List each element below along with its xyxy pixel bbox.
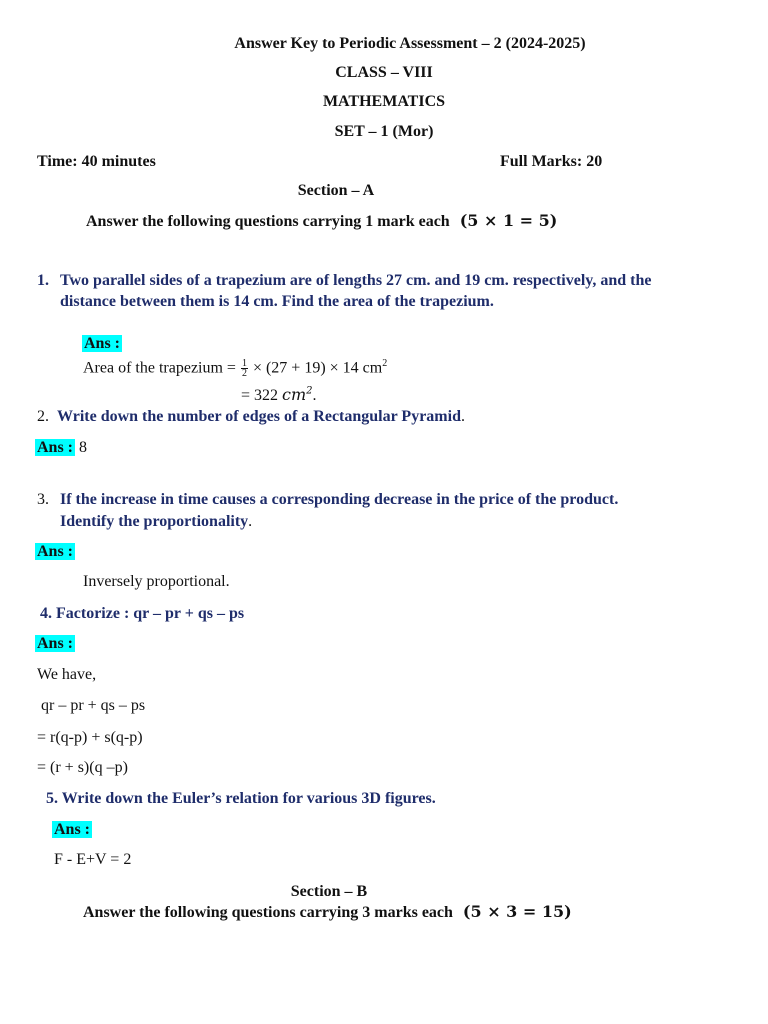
q4-ans-label: Ans : [37, 635, 74, 652]
q1-answer-line [83, 358, 387, 378]
q4-question: 4. Factorize : qr – pr + qs – ps [40, 605, 245, 622]
q2-line [37, 408, 465, 426]
q1-line1: Two parallel sides of a trapezium are of lengths 27 cm. and 19 cm. respectively, and the [60, 272, 652, 289]
section-b-instruction [83, 902, 572, 922]
q3-ans-label-wrap [35, 543, 75, 561]
q2-dot: . [460, 408, 465, 425]
q1-ans-prefix: Area of the trapezium = [83, 359, 236, 377]
q4-step-4: = (r + s)(q –p) [37, 759, 128, 776]
q1-fraction [241, 359, 248, 378]
q1-fraction-num: 1 [241, 358, 247, 370]
q1-result-line [241, 385, 317, 405]
q2-text: Write down the number of edges of a Rectangular Pyramid [57, 408, 461, 425]
q2-answer-line [35, 439, 87, 457]
q5-question: 5. Write down the Euler’s relation for various 3D figures. [46, 790, 436, 807]
q1-fraction-den: 2 [241, 368, 247, 380]
q4-ans-label-wrap [35, 635, 75, 653]
section-a-instruction [86, 211, 557, 231]
set-label: SET – 1 (Mor) [334, 123, 434, 140]
q3-line2: Identify the proportionality [60, 513, 249, 530]
section-b-instruction-text: Answer the following questions carrying 3 marks each [83, 904, 453, 921]
q2-ans-value: 8 [79, 439, 88, 456]
q5-ans-label-wrap [52, 821, 92, 839]
q3-number: 3. [37, 491, 49, 508]
q1-result-unit: cm [282, 385, 307, 404]
q3-line2-wrap [60, 513, 252, 531]
q1-ans-label [82, 335, 122, 353]
q2-number: 2. [37, 408, 49, 425]
section-b-marks-formula: (5 × 3 = 15) [462, 902, 572, 921]
q3-line1: If the increase in time causes a corresponding decrease in the price of the product. [60, 491, 619, 508]
q1-result-prefix: = 322 [241, 387, 279, 404]
q2-ans-label: Ans : [37, 439, 74, 456]
q5-ans-label: Ans : [54, 821, 91, 838]
subject-label: MATHEMATICS [322, 93, 446, 110]
section-a-marks-formula: (5 × 1 = 5) [459, 211, 558, 230]
q1-number: 1. [37, 272, 49, 289]
section-a-heading: Section – A [297, 182, 375, 199]
q1-ans-highlight: Ans : [84, 335, 121, 352]
q5-ans-value: F - E+V = 2 [54, 851, 132, 868]
document-title: Answer Key to Periodic Assessment – 2 (2024-2025) [234, 35, 586, 52]
section-b-heading: Section – B [290, 883, 368, 900]
q1-line2: distance between them is 14 cm. Find the area of the trapezium. [60, 293, 494, 310]
q1-ans-rest: × (27 + 19) × 14 cm [252, 359, 383, 377]
q1-result-dot: . [312, 387, 317, 404]
full-marks-label: Full Marks: 20 [500, 153, 603, 170]
q1-ans-sup: 2 [382, 358, 388, 369]
q4-step-3: = r(q-p) + s(q-p) [37, 729, 143, 746]
q1-result-sup: 2 [306, 385, 313, 397]
q3-dot: . [248, 513, 253, 530]
q3-ans-value: Inversely proportional. [83, 573, 230, 590]
q4-step-1: We have, [37, 666, 97, 683]
time-label: Time: 40 minutes [37, 153, 156, 170]
q4-step-2: qr – pr + qs – ps [41, 697, 146, 714]
class-label: CLASS – VIII [335, 64, 433, 81]
q3-ans-label: Ans : [37, 543, 74, 560]
section-a-instruction-text: Answer the following questions carrying 1 mark each [86, 213, 450, 230]
